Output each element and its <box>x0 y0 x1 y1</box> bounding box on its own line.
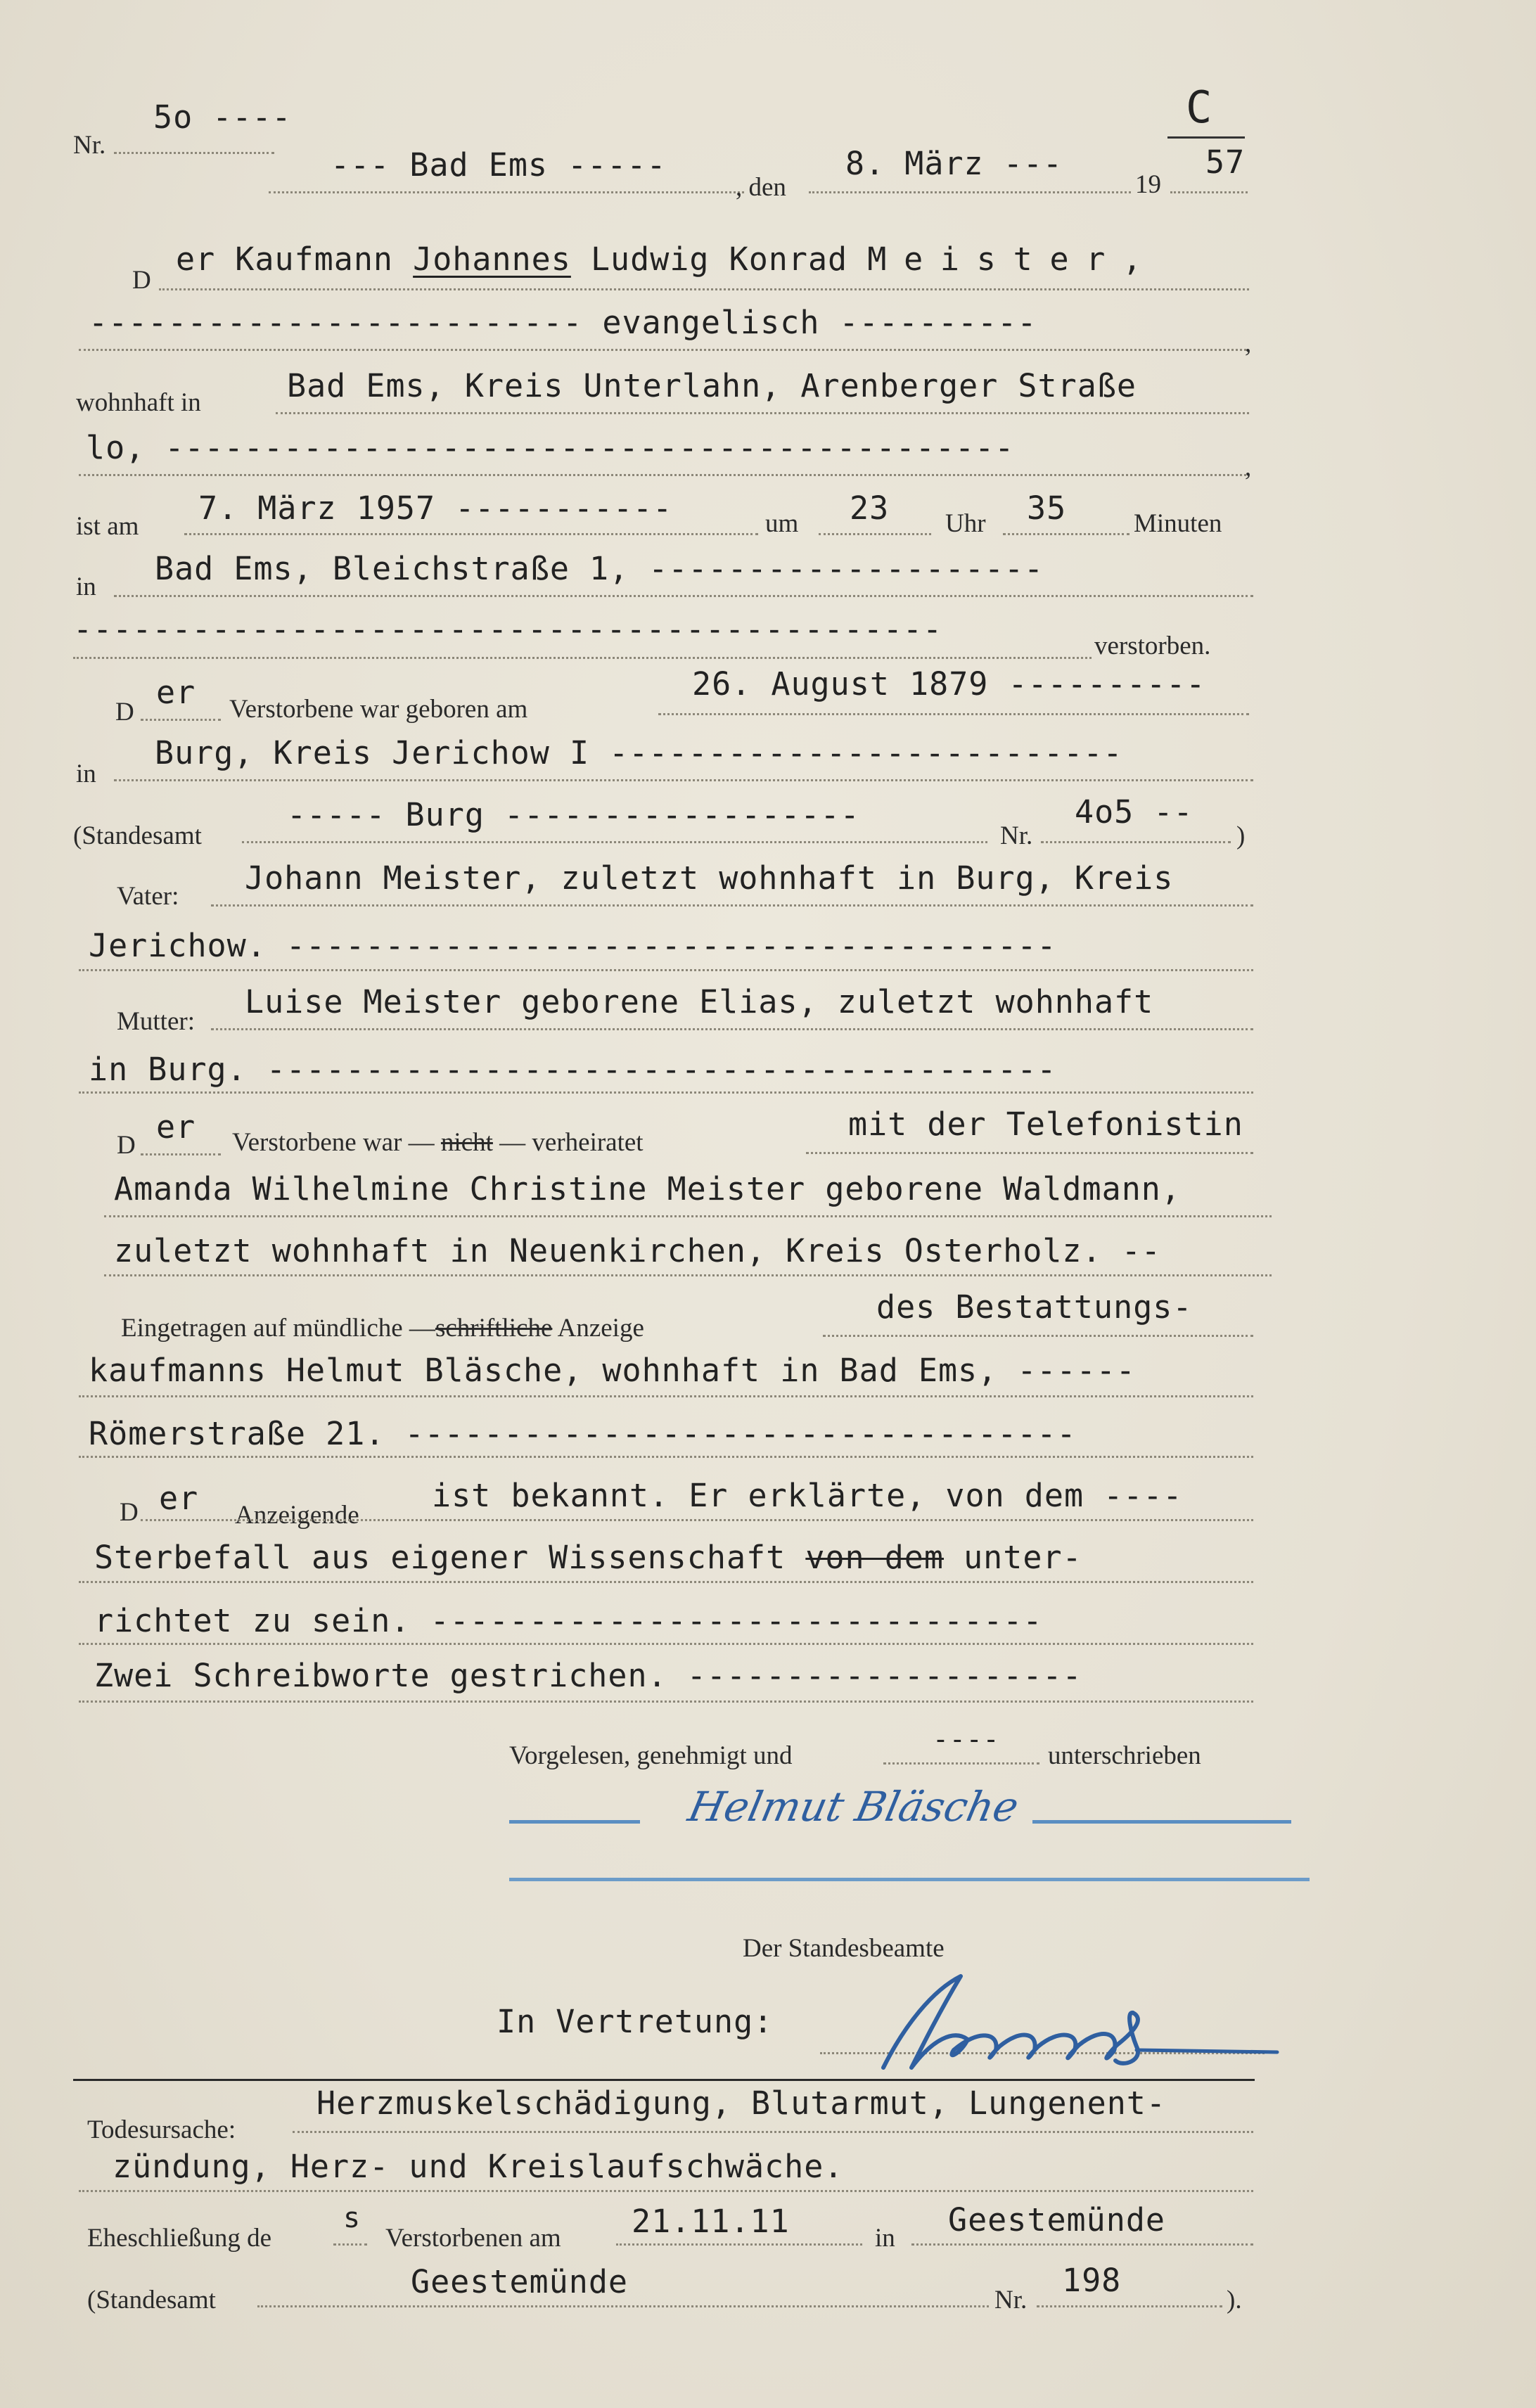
informant-dotline2 <box>79 1395 1253 1397</box>
residence-comma: , <box>1245 453 1252 482</box>
residence-dotline2 <box>79 474 1246 476</box>
cause-line1: Herzmuskelschädigung, Blutarmut, Lungenent- <box>316 2084 1166 2122</box>
marriage-in-label: in <box>875 2224 895 2253</box>
um-label: um <box>765 509 799 538</box>
s-suffix-dotline <box>333 2243 367 2246</box>
d-label-marriage: D <box>117 1131 136 1160</box>
official-signature-icon <box>855 1962 1291 2082</box>
close-paren-marriage: ). <box>1227 2286 1242 2314</box>
statement-dotline4 <box>79 1701 1253 1703</box>
death-place-line2: -------------------------------------------- <box>73 610 943 648</box>
verstorbenen-am-label: Verstorbenen am <box>385 2224 561 2253</box>
vorgelesen-dotline <box>883 1762 1039 1765</box>
vater-label: Vater: <box>117 882 179 911</box>
signature-underline <box>509 1878 1310 1881</box>
standesamt-marriage-dotline <box>257 2305 989 2307</box>
nr-value: 5o ---- <box>153 98 292 136</box>
spouse-line3: zuletzt wohnhaft in Neuenkirchen, Kreis Osterholz. -- <box>114 1232 1161 1269</box>
d-label-deceased: D <box>132 266 151 295</box>
statement2: Sterbefall aus eigener Wissenschaft von dem unter- <box>94 1539 1082 1576</box>
statement3: richtet zu sein. ------------------------------- <box>94 1602 1043 1639</box>
year-suffix: 57 <box>1205 143 1246 181</box>
standesamt-label-birth: (Standesamt <box>73 821 202 850</box>
register-letter: C <box>1186 82 1213 133</box>
spouse-dotline1 <box>806 1152 1253 1154</box>
standesamt-birth: ----- Burg ------------------ <box>287 796 860 833</box>
religion-line: ------------------------- evangelisch ---------- <box>89 304 1037 341</box>
anzeigende-dotline <box>141 1519 422 1521</box>
birth-date: 26. August 1879 ---------- <box>692 665 1206 703</box>
nr-label-marriage: Nr. <box>994 2286 1028 2314</box>
nr-marriage-dotline <box>1037 2305 1222 2307</box>
vertretung-label: In Vertretung: <box>497 2003 774 2040</box>
residence-label: wohnhaft in <box>76 388 201 417</box>
religion-dotline <box>79 349 1246 351</box>
residence-dotline1 <box>276 412 1249 414</box>
vorgelesen-fill: ---- <box>933 1724 1000 1755</box>
er-suffix-birth: er <box>156 674 196 711</box>
birth-place: Burg, Kreis Jerichow I -------------------------- <box>155 734 1123 771</box>
death-place-dotline2 <box>73 657 1092 659</box>
eheschliessung-label: Eheschließung de <box>87 2224 271 2253</box>
marriage-status-label: Verstorbene war — nicht — verheiratet <box>232 1128 644 1157</box>
unterschrieben-label: unterschrieben <box>1048 1741 1201 1770</box>
signature-rule-left <box>509 1820 640 1824</box>
informant-dotline1 <box>823 1335 1253 1337</box>
year-dotline <box>1170 191 1248 193</box>
informant-line2: kaufmanns Helmut Bläsche, wohnhaft in Bad Ems, ------ <box>89 1352 1136 1389</box>
statement-dotline1 <box>425 1519 1253 1521</box>
ist-am-label: ist am <box>76 512 139 541</box>
death-hour: 23 <box>850 489 890 527</box>
standesamt-marriage: Geestemünde <box>411 2263 629 2300</box>
d-label-birth: D <box>115 698 134 726</box>
vorgelesen-label: Vorgelesen, genehmigt und <box>509 1741 793 1770</box>
register-rule <box>1167 136 1245 139</box>
hour-dotline <box>819 533 931 535</box>
mutter-line2: in Burg. ---------------------------------------- <box>89 1051 1057 1088</box>
document-date: 8. März --- <box>845 145 1063 182</box>
nr-label-birth: Nr. <box>1000 821 1033 850</box>
marriage-date: 21.11.11 <box>632 2203 790 2240</box>
verstorben-label: verstorben. <box>1094 632 1211 660</box>
cause-dotline2 <box>79 2190 1253 2192</box>
geboren-label: Verstorbene war geboren am <box>229 695 528 724</box>
residence-line2: lo, ------------------------------------------- <box>86 429 1015 466</box>
nr-label: Nr. <box>73 131 106 160</box>
signature-rule-right <box>1032 1820 1291 1824</box>
eingetragen-label: Eingetragen auf mündliche —schriftliche Anzeige <box>121 1314 644 1343</box>
vater-dotline1 <box>211 904 1253 907</box>
todesursache-label: Todesursache: <box>87 2115 236 2144</box>
spouse-line2: Amanda Wilhelmine Christine Meister geborene Waldmann, <box>114 1170 1181 1208</box>
birth-date-dotline <box>658 713 1249 715</box>
death-date: 7. März 1957 ----------- <box>198 489 673 527</box>
birth-in-label: in <box>76 760 96 788</box>
vater-dotline2 <box>79 969 1253 971</box>
year-prefix: 19 <box>1135 170 1161 199</box>
statement4: Zwei Schreibworte gestrichen. -------------------- <box>94 1657 1082 1694</box>
name-dotline <box>159 288 1249 290</box>
informant-line1: des Bestattungs- <box>876 1288 1193 1326</box>
standesbeamte-label: Der Standesbeamte <box>743 1934 945 1963</box>
nr-dotline <box>114 152 274 154</box>
informant-line3: Römerstraße 21. ---------------------------------- <box>89 1415 1077 1452</box>
date-dotline <box>809 191 1131 193</box>
death-place-dotline1 <box>114 595 1253 597</box>
vater-line1: Johann Meister, zuletzt wohnhaft in Burg, Kreis <box>245 859 1174 897</box>
statement1: ist bekannt. Er erklärte, von dem ---- <box>432 1477 1183 1514</box>
place-header: --- Bad Ems ----- <box>331 146 667 184</box>
statement-dotline2 <box>79 1581 1253 1583</box>
minuten-label: Minuten <box>1134 509 1222 538</box>
spouse-dotline2 <box>104 1215 1272 1217</box>
close-paren-birth: ) <box>1236 821 1246 850</box>
er-dotline-birth <box>141 719 221 721</box>
deceased-name: er Kaufmann Johannes Ludwig Konrad Meister, <box>176 241 1143 278</box>
s-suffix: s <box>343 2202 361 2234</box>
standesamt-birth-dotline <box>242 841 987 843</box>
minutes-dotline <box>1003 533 1129 535</box>
d-label-informant: D <box>120 1498 139 1527</box>
marriage-place: Geestemünde <box>948 2201 1166 2239</box>
standesamt-label-marriage: (Standesamt <box>87 2286 216 2314</box>
er-suffix-marriage: er <box>156 1108 196 1146</box>
nr-marriage: 198 <box>1062 2262 1122 2299</box>
place-dotline <box>269 191 744 193</box>
mutter-label: Mutter: <box>117 1007 195 1036</box>
nr-birth-dotline <box>1041 841 1231 843</box>
informant-signature: Helmut Bläsche <box>684 1783 1023 1831</box>
er-suffix-informant: er <box>159 1480 199 1517</box>
death-in-label: in <box>76 572 96 601</box>
statement-dotline3 <box>79 1643 1253 1645</box>
cause-line2: zündung, Herz- und Kreislaufschwäche. <box>113 2148 844 2185</box>
cause-dotline1 <box>293 2131 1253 2133</box>
vater-line2: Jerichow. --------------------------------------- <box>89 927 1057 964</box>
informant-dotline3 <box>79 1456 1253 1458</box>
den-label: , den <box>736 173 786 202</box>
death-date-dotline <box>184 533 758 535</box>
spouse-dotline3 <box>104 1274 1272 1276</box>
spouse-line1: mit der Telefonistin <box>848 1106 1243 1143</box>
mutter-line1: Luise Meister geborene Elias, zuletzt wohnhaft <box>245 983 1154 1020</box>
residence-line1: Bad Ems, Kreis Unterlahn, Arenberger Straße <box>287 367 1137 404</box>
religion-comma: , <box>1245 329 1252 358</box>
marriage-date-dotline <box>616 2243 862 2246</box>
er-dotline-marriage <box>141 1153 221 1155</box>
section-divider <box>73 2079 1255 2081</box>
nr-birth: 4o5 -- <box>1075 793 1193 831</box>
birth-place-dotline <box>114 779 1253 781</box>
uhr-label: Uhr <box>945 509 986 538</box>
anzeigende-label: Anzeigende <box>235 1501 359 1530</box>
mutter-dotline1 <box>211 1028 1253 1030</box>
death-minutes: 35 <box>1027 489 1067 527</box>
mutter-dotline2 <box>79 1091 1253 1094</box>
marriage-place-dotline <box>911 2243 1253 2246</box>
death-place-line1: Bad Ems, Bleichstraße 1, -------------------- <box>155 550 1044 587</box>
